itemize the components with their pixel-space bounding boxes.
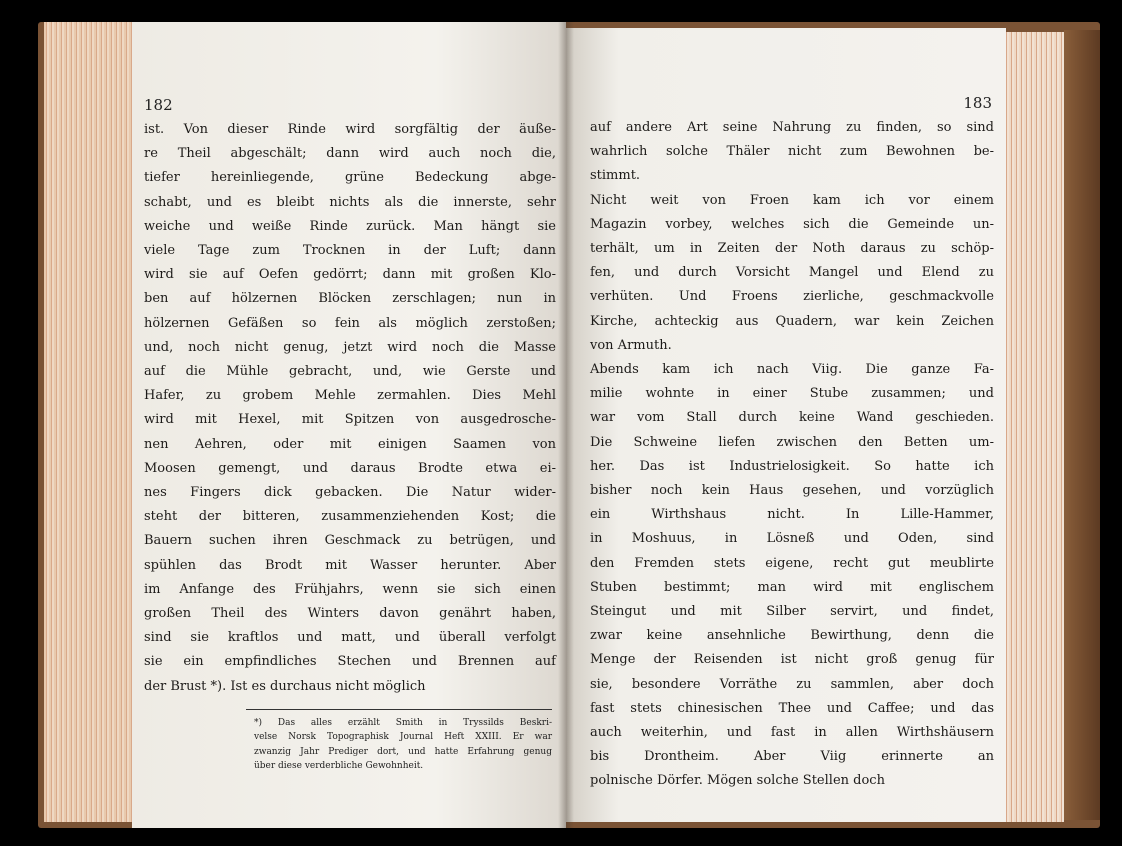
text-line: war vom Stall durch keine Wand geschieden. <box>590 410 994 426</box>
text-line: von Armuth. <box>590 337 672 353</box>
text-line: steht der bitteren, zusammenziehenden Kost; die <box>144 509 556 525</box>
text-line: wahrlich solche Thäler nicht zum Bewohnen be- <box>590 144 994 160</box>
text-line: *) Das alles erzählt Smith in Tryssilds Beskri- <box>254 718 552 728</box>
text-line: in Moshuus, in Lösneß und Oden, sind <box>590 531 994 547</box>
text-line: Magazin vorbey, welches sich die Gemeinde un- <box>590 216 994 232</box>
text-line: Menge der Reisenden ist nicht groß genug für <box>590 652 994 668</box>
text-line: wird sie auf Oefen gedörrt; dann mit großen Klo- <box>144 267 556 283</box>
text-line: Stuben bestimmt; man wird mit englischem <box>590 579 994 595</box>
left-page-body <box>144 118 556 699</box>
text-line: ben auf hölzernen Blöcken zerschlagen; nun in <box>144 291 556 307</box>
right-page <box>566 28 1006 822</box>
text-line: terhält, um in Zeiten der Noth daraus zu schöp- <box>590 241 994 257</box>
footnote-rule <box>246 709 552 710</box>
left-page-number: 182 <box>144 96 173 114</box>
right-page-number: 183 <box>963 94 992 112</box>
text-line: ist. Von dieser Rinde wird sorgfältig der äuße- <box>144 122 556 137</box>
text-line: auf die Mühle gebracht, und, wie Gerste und <box>144 364 556 380</box>
book-cover-spine-edge <box>1064 30 1100 820</box>
text-line: stimmt. <box>590 168 641 184</box>
text-line: Kirche, achteckig aus Quadern, war kein Zeichen <box>590 313 994 329</box>
left-page-edges <box>44 22 136 822</box>
text-line: zwanzig Jahr Prediger dort, und hatte Erfahrung genug <box>254 746 552 757</box>
text-line: und, noch nicht genug, jetzt wird noch die Masse <box>144 339 556 355</box>
right-page-body <box>590 116 994 794</box>
text-line: ein Wirthshaus nicht. In Lille-Hammer, <box>590 507 994 523</box>
text-line: bisher noch kein Haus gesehen, und vorzüglich <box>590 483 994 499</box>
text-line: verhüten. Und Froens zierliche, geschmackvolle <box>590 289 994 305</box>
text-line: hölzernen Gefäßen so fein als möglich zerstoßen; <box>144 315 556 331</box>
text-line: sind sie kraftlos und matt, und überall verfolgt <box>144 630 556 646</box>
text-line: wird mit Hexel, mit Spitzen von ausgedrosche- <box>144 412 556 428</box>
footnote <box>254 716 552 774</box>
book-gutter <box>558 22 574 828</box>
text-line: her. Das ist Industrielosigkeit. So hatte ich <box>590 458 994 474</box>
book <box>38 22 1100 828</box>
text-line: nen Aehren, oder mit einigen Saamen von <box>144 436 556 452</box>
text-line: tiefer hereinliegende, grüne Bedeckung abge- <box>144 170 556 186</box>
text-line: re Theil abgeschält; dann wird auch noch die, <box>144 146 556 162</box>
text-line: velse Norsk Topographisk Journal Heft XXIII. Er war <box>254 732 552 743</box>
text-line: spühlen das Brodt mit Wasser herunter. Aber <box>144 557 556 573</box>
text-line: großen Theil des Winters davon genährt haben, <box>144 606 556 622</box>
text-line: polnische Dörfer. Mögen solche Stellen doch <box>590 773 885 789</box>
text-line: fen, und durch Vorsicht Mangel und Elend zu <box>590 265 994 281</box>
text-line: viele Tage zum Trocknen in der Luft; dann <box>144 243 556 259</box>
right-page-edges <box>1004 32 1064 822</box>
text-line: im Anfange des Frühjahrs, wenn sie sich einen <box>144 581 556 597</box>
text-line: nes Fingers dick gebacken. Die Natur wider- <box>144 485 556 501</box>
text-line: fast stets chinesischen Thee und Caffee; und das <box>590 700 994 716</box>
text-line: Bauern suchen ihren Geschmack zu betrügen, und <box>144 533 556 549</box>
text-line: Die Schweine liefen zwischen den Betten um- <box>590 434 994 450</box>
text-line: Hafer, zu grobem Mehle zermahlen. Dies Mehl <box>144 388 556 404</box>
left-page <box>132 22 566 828</box>
text-line: den Fremden stets eigene, recht gut meublirte <box>590 555 994 571</box>
text-line: auch weiterhin, und fast in allen Wirthshäusern <box>590 725 994 741</box>
text-line: Abends kam ich nach Viig. Die ganze Fa- <box>590 362 994 378</box>
text-line: weiche und weiße Rinde zurück. Man hängt sie <box>144 218 556 234</box>
text-line: sie ein empfindliches Stechen und Brennen auf <box>144 654 556 670</box>
text-line: sie, besondere Vorräthe zu sammlen, aber doch <box>590 676 994 692</box>
text-line: Steingut und mit Silber servirt, und findet, <box>590 604 994 620</box>
text-line: auf andere Art seine Nahrung zu finden, so sind <box>590 120 994 135</box>
text-line: schabt, und es bleibt nichts als die innerste, sehr <box>144 194 556 210</box>
text-line: zwar keine ansehnliche Bewirthung, denn die <box>590 628 994 644</box>
text-line: milie wohnte in einer Stube zusammen; und <box>590 386 994 402</box>
text-line: bis Drontheim. Aber Viig erinnerte an <box>590 749 994 765</box>
text-line: der Brust *). Ist es durchaus nicht möglich <box>144 678 426 694</box>
text-line: Nicht weit von Froen kam ich vor einem <box>590 192 994 208</box>
text-line: über diese verderbliche Gewohnheit. <box>254 761 424 772</box>
text-line: Moosen gemengt, und daraus Brodte etwa ei- <box>144 460 556 476</box>
